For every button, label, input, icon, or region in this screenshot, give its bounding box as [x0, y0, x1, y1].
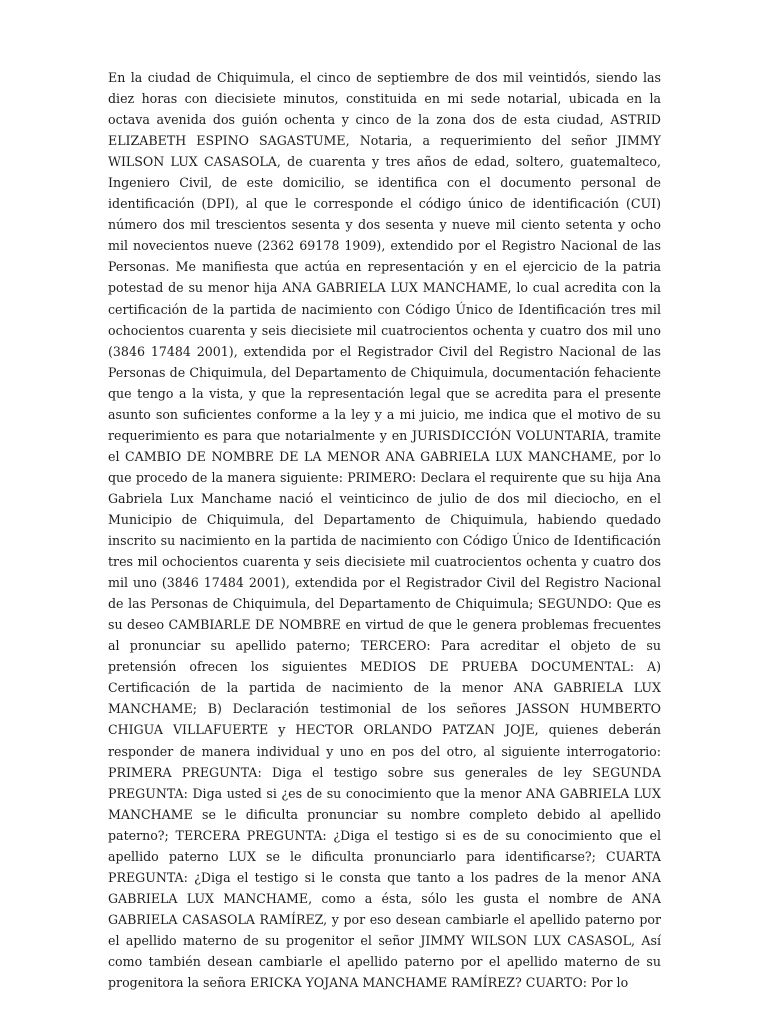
- document-page: [108, 67, 661, 993]
- body-paragraph: En la ciudad de Chiquimula, el cinco de septiembre de dos mil veintidós, siendo las diez horas con diecisiete minutos, constituida en mi sede notarial, ubicada en la octava avenida dos guión ochenta y cinco de la zona dos de esta ciudad, ASTRID ELIZABETH ESPINO SAGASTUME, Notaria, a requerimiento del señor JIMMY WILSON LUX CASASOLA, de cuarenta y tres años de edad, soltero, guatemalteco, Ingeniero Civil, de este domicilio, se identifica con el documento personal de identificación (DPI), al que le corresponde el código único de identificación (CUI) número dos mil trescientos sesenta y dos sesenta y nueve mil ciento setenta y ocho mil novecientos nueve (2362 69178 1909), extendido por el Registro Nacional de las Personas. Me manifiesta que actúa en representación y en el ejercicio de la patria potestad de su menor hija ANA GABRIELA LUX MANCHAME, lo cual acredita con la certificación de la partida de nacimiento con Código Único de Identificación tres mil ochocientos cuarenta y seis diecisiete mil cuatrocientos ochenta y cuatro dos mil uno (3846 17484 2001), extendida por el Registrador Civil del Registro Nacional de las Personas de Chiquimula, del Departamento de Chiquimula, documentación fehaciente que tengo a la vista, y que la representación legal que se acredita para el presente asunto son suficientes conforme a la ley y a mi juicio, me indica que el motivo de su requerimiento es para que notarialmente y en JURISDICCIÓN VOLUNTARIA, tramite el CAMBIO DE NOMBRE DE LA MENOR ANA GABRIELA LUX MANCHAME, por lo que procedo de la manera siguiente: PRIMERO: Declara el requirente que su hija Ana Gabriela Lux Manchame nació el veinticinco de julio de dos mil dieciocho, en el Municipio de Chiquimula, del Departamento de Chiquimula, habiendo quedado inscrito su nacimiento en la partida de nacimiento con Código Único de Identificación tres mil ochocientos cuarenta y seis diecisiete mil cuatrocientos ochenta y cuatro dos mil uno (3846 17484 2001), extendida por el Registrador Civil del Registro Nacional de las Personas de Chiquimula, del Departamento de Chiquimula; SEGUNDO: Que es su deseo CAMBIARLE DE NOMBRE en virtud de que le genera problemas frecuentes al pronunciar su apellido paterno; TERCERO: Para acreditar el objeto de su pretensión ofrecen los siguientes MEDIOS DE PRUEBA DOCUMENTAL: A) Certificación de la partida de nacimiento de la menor ANA GABRIELA LUX MANCHAME; B) Declaración testimonial de los señores JASSON HUMBERTO CHIGUA VILLAFUERTE y HECTOR ORLANDO PATZAN JOJE, quienes deberán responder de manera individual y uno en pos del otro, al siguiente interrogatorio: PRIMERA PREGUNTA: Diga el testigo sobre sus generales de ley SEGUNDA PREGUNTA: Diga usted si ¿es de su conocimiento que la menor ANA GABRIELA LUX MANCHAME se le dificulta pronunciar su nombre completo debido al apellido paterno?; TERCERA PREGUNTA: ¿Diga el testigo si es de su conocimiento que el apellido paterno LUX se le dificulta pronunciarlo para identificarse?; CUARTA PREGUNTA: ¿Diga el testigo si le consta que tanto a los padres de la menor ANA GABRIELA LUX MANCHAME, como a ésta, sólo les gusta el nombre de ANA GABRIELA CASASOLA RAMÍREZ, y por eso desean cambiarle el apellido paterno por el apellido materno de su progenitor el señor JIMMY WILSON LUX CASASOL, Así como también desean cambiarle el apellido paterno por el apellido materno de su progenitora la señora ERICKA YOJANA MANCHAME RAMÍREZ? CUARTO: Por lo: [108, 70, 661, 991]
